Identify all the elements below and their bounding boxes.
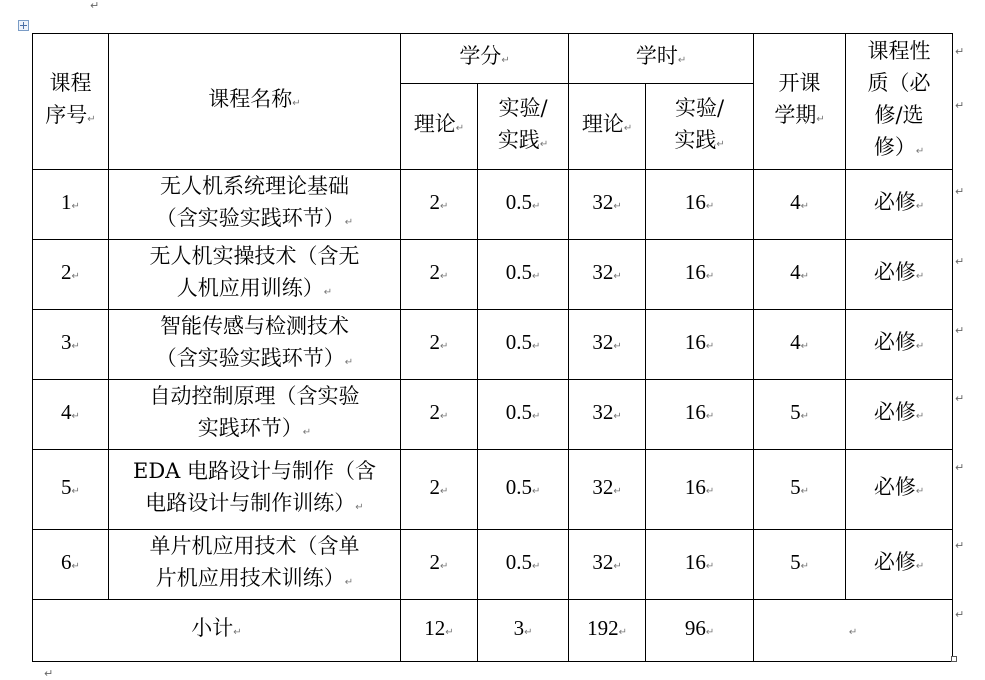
row-end-mark-icon: ↵ [955,185,965,198]
row-hours-theory: 32↵ [569,450,646,530]
row-credit-theory: 2↵ [401,170,478,240]
header-credit-practice: 实验/ 实践↵ [478,84,569,170]
row-end-mark-icon: ↵ [955,539,965,552]
header-row-top [33,34,953,84]
row-end-mark-icon: ↵ [955,392,965,405]
subtotal-label: 小计↵ [33,600,401,662]
row-course-name: 单片机应用技术（含单 片机应用技术训练）↵ [109,530,401,600]
subtotal-hours-practice: 96↵ [646,600,754,662]
row-semester: 5↵ [754,530,846,600]
row-nature: 必修↵ [846,240,953,310]
row-hours-theory: 32↵ [569,310,646,380]
header-credit-theory: 理论↵ [401,84,478,170]
paragraph-mark-icon: ↵ [44,667,54,680]
row-hours-practice: 16↵ [646,530,754,600]
row-nature: 必修↵ [846,380,953,450]
row-end-mark-icon: ↵ [955,45,965,58]
row-no: 3↵ [33,310,109,380]
row-course-name: 自动控制原理（含实验 实践环节）↵ [109,380,401,450]
row-credit-theory: 2↵ [401,530,478,600]
header-hours-practice: 实验/ 实践↵ [646,84,754,170]
row-credit-theory: 2↵ [401,240,478,310]
table-row [33,240,953,310]
row-credit-practice: 0.5↵ [478,170,569,240]
row-course-name: 智能传感与检测技术 （含实验实践环节）↵ [109,310,401,380]
subtotal-hours-theory: 192↵ [569,600,646,662]
row-hours-theory: 32↵ [569,380,646,450]
row-credit-theory: 2↵ [401,450,478,530]
subtotal-credit-practice: 3↵ [478,600,569,662]
header-credits: 学分↵ [401,34,569,84]
row-end-mark-icon: ↵ [955,255,965,268]
row-semester: 4↵ [754,310,846,380]
paragraph-mark-icon: ↵ [90,0,100,12]
subtotal-credit-theory: 12↵ [401,600,478,662]
table-row [33,450,953,530]
row-course-name: 无人机实操技术（含无 人机应用训练）↵ [109,240,401,310]
row-end-mark-icon: ↵ [955,461,965,474]
row-hours-practice: 16↵ [646,450,754,530]
row-semester: 5↵ [754,380,846,450]
row-end-mark-icon: ↵ [955,99,965,112]
row-semester: 5↵ [754,450,846,530]
course-table [32,33,953,662]
table-resize-handle-icon[interactable] [951,656,957,662]
table-row [33,310,953,380]
row-hours-practice: 16↵ [646,170,754,240]
row-credit-practice: 0.5↵ [478,240,569,310]
row-no: 5↵ [33,450,109,530]
row-no: 2↵ [33,240,109,310]
row-hours-practice: 16↵ [646,310,754,380]
header-hours: 学时↵ [569,34,754,84]
header-semester: 开课 学期↵ [754,34,846,170]
row-credit-practice: 0.5↵ [478,380,569,450]
row-semester: 4↵ [754,170,846,240]
row-semester: 4↵ [754,240,846,310]
row-nature: 必修↵ [846,170,953,240]
header-hours-theory: 理论↵ [569,84,646,170]
subtotal-row [33,600,953,662]
row-course-name: 无人机系统理论基础 （含实验实践环节）↵ [109,170,401,240]
row-nature: 必修↵ [846,530,953,600]
row-no: 6↵ [33,530,109,600]
table-move-handle-icon[interactable] [18,20,29,31]
row-hours-theory: 32↵ [569,530,646,600]
row-credit-practice: 0.5↵ [478,310,569,380]
header-course-name: 课程名称↵ [109,34,401,170]
row-hours-theory: 32↵ [569,240,646,310]
row-no: 1↵ [33,170,109,240]
header-course-nature: 课程性 质（必 修/选 修）↵ [846,34,953,170]
row-hours-practice: 16↵ [646,240,754,310]
row-nature: 必修↵ [846,450,953,530]
row-hours-theory: 32↵ [569,170,646,240]
table-row [33,380,953,450]
header-course-no: 课程 序号↵ [33,34,109,170]
row-credit-theory: 2↵ [401,310,478,380]
row-no: 4↵ [33,380,109,450]
row-course-name: EDA 电路设计与制作（含 电路设计与制作训练）↵ [109,450,401,530]
row-end-mark-icon: ↵ [955,324,965,337]
row-credit-theory: 2↵ [401,380,478,450]
row-nature: 必修↵ [846,310,953,380]
table-row [33,530,953,600]
row-credit-practice: 0.5↵ [478,450,569,530]
table-row [33,170,953,240]
subtotal-empty-cell: ↵ [754,600,953,662]
row-hours-practice: 16↵ [646,380,754,450]
row-end-mark-icon: ↵ [955,608,965,621]
row-credit-practice: 0.5↵ [478,530,569,600]
